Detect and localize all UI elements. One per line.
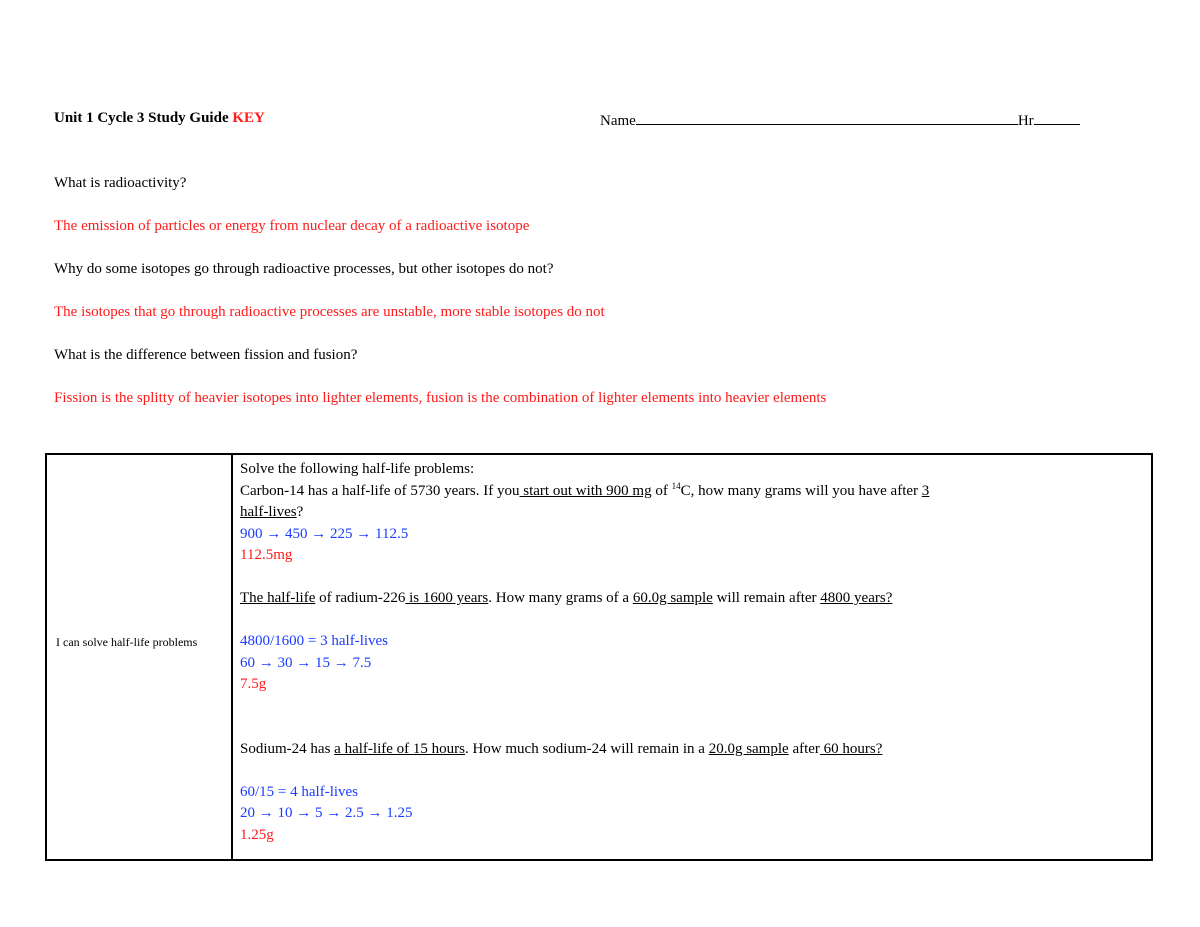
answer-1: The emission of particles or energy from nuclear decay of a radioactive isotope <box>54 218 530 234</box>
question-3: What is the difference between fission and fusion? <box>54 347 358 363</box>
problem-2-work-chain: 60 → 30 → 15 → 7.5 <box>240 654 372 671</box>
problems-cell <box>240 459 1141 846</box>
objective-cell <box>47 455 233 859</box>
problem-3-work-halflives: 60/15 = 4 half-lives <box>240 783 359 800</box>
objective-text: I can solve half-life problems <box>56 635 198 649</box>
hr-label: Hr <box>1017 113 1034 129</box>
document-header <box>54 110 1094 132</box>
problem-2-work-halflives: 4800/1600 = 3 half-lives <box>240 633 389 649</box>
problem-1-answer: 112.5mg <box>240 547 293 563</box>
problem-3-text: Sodium-24 has a half-life of 15 hours. How much sodium-24 will remain in a 20.0g sample after 60 hours? <box>240 740 883 757</box>
key-label: KEY <box>232 110 265 126</box>
name-line <box>600 110 1080 130</box>
document-title <box>54 110 265 127</box>
title-text: Unit 1 Cycle 3 Study Guide <box>54 110 229 126</box>
name-blank <box>636 110 1018 125</box>
hr-blank <box>1034 110 1080 125</box>
question-1: What is radioactivity? <box>54 175 187 191</box>
problem-1-text: Carbon-14 has a half-life of 5730 years. If you start out with 900 mg of $^{14}$C, how many grams will you have after 3 half-lives? <box>240 480 930 520</box>
problem-2-answer: 7.5g <box>240 676 267 692</box>
answer-2: The isotopes that go through radioactive processes are unstable, more stable isotopes do not <box>54 304 605 320</box>
problems-intro: Solve the following half-life problems: <box>240 461 475 477</box>
half-life-table <box>45 453 1153 861</box>
problem-1-work: 900 → 450 → 225 → 112.5 <box>240 525 409 542</box>
problem-3-work-chain: 20 → 10 → 5 → 2.5 → 1.25 <box>240 805 413 821</box>
name-label: Name <box>600 113 636 129</box>
problem-2-text: The half-life of radium-226 is 1600 years. How many grams of a 60.0g sample will remain after 4800 years? <box>240 590 893 606</box>
question-2: Why do some isotopes go through radioactive processes, but other isotopes do not? <box>54 261 554 277</box>
problem-3-answer: 1.25g <box>240 826 274 843</box>
answer-3: Fission is the splitty of heavier isotopes into lighter elements, fusion is the combination of lighter elements into heavier elements <box>54 390 827 406</box>
